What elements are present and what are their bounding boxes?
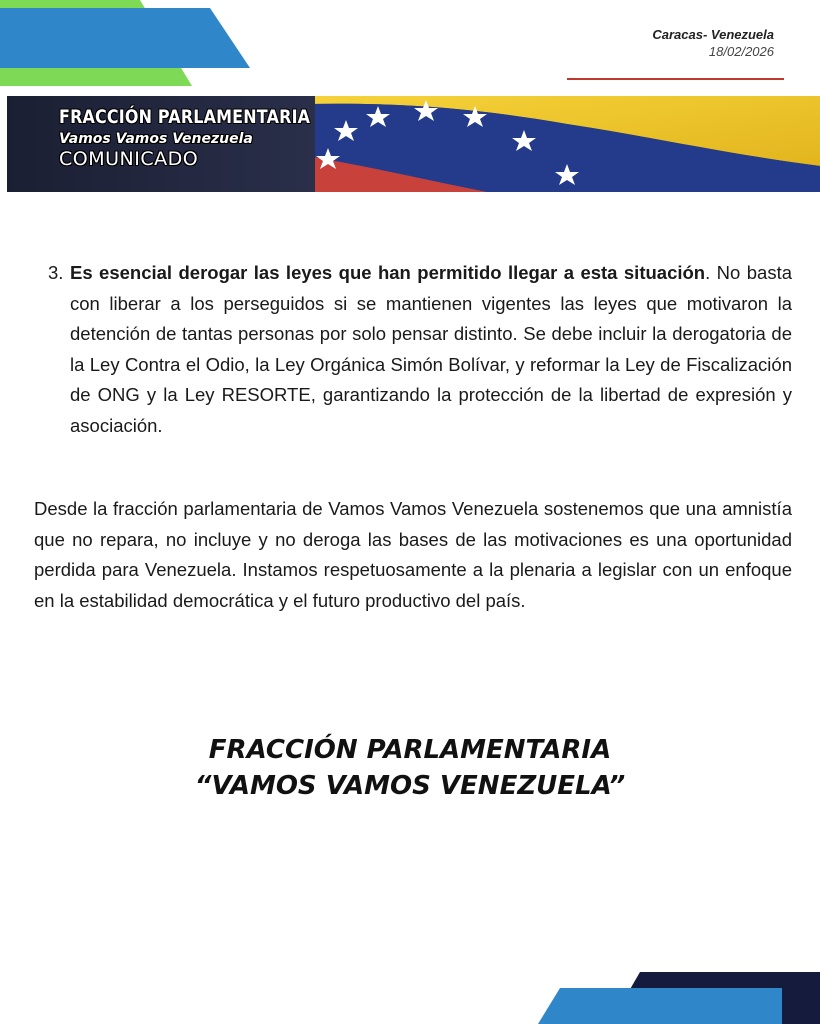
signature-line-1: FRACCIÓN PARLAMENTARIA <box>208 735 612 765</box>
document-date: 18/02/2026 <box>708 44 774 59</box>
point-number: 3. <box>48 262 64 283</box>
location-block <box>514 26 774 60</box>
numbered-point <box>48 258 792 441</box>
point-text <box>70 258 792 441</box>
closing-paragraph: Desde la fracción parlamentaria de Vamos Vamos Venezuela sostenemos que una amnistía que no repara, no incluye y no deroga las bases de las motivaciones es una oportunidad perdida para Venezuela. Instamos respetuosamente a la plenaria a legislar con un enfoque en la estabilidad democrática y el futuro productivo del país. <box>34 498 792 611</box>
corner-decoration-bottom-right <box>520 964 820 1024</box>
header-banner <box>7 96 820 192</box>
banner-subtitle: Vamos Vamos Venezuela <box>59 131 253 147</box>
signature-line-2: “VAMOS VAMOS VENEZUELA” <box>194 771 626 801</box>
location-city: Caracas- Venezuela <box>652 27 774 42</box>
signature-block <box>120 732 700 804</box>
point-rest-text: . No basta con liberar a los perseguidos si se mantienen vigentes las leyes que motivaron la detención de tantas personas por solo pensar distinto. Se debe incluir la derogatoria de la Ley Contra el Odio, la Ley Orgánica Simón Bolívar, y reformar la Ley de Fiscalización de ONG y la Ley RESORTE, garantizando la protección de la libertad de expresión y asociación. <box>70 262 792 436</box>
banner-document-kind: COMUNICADO <box>59 148 199 170</box>
header-rule <box>567 78 784 80</box>
point-bold-text: Es esencial derogar las leyes que han permitido llegar a esta situación <box>70 262 706 283</box>
banner-title: FRACCIÓN PARLAMENTARIA <box>59 106 311 128</box>
corner-decoration-top-left <box>0 0 260 90</box>
